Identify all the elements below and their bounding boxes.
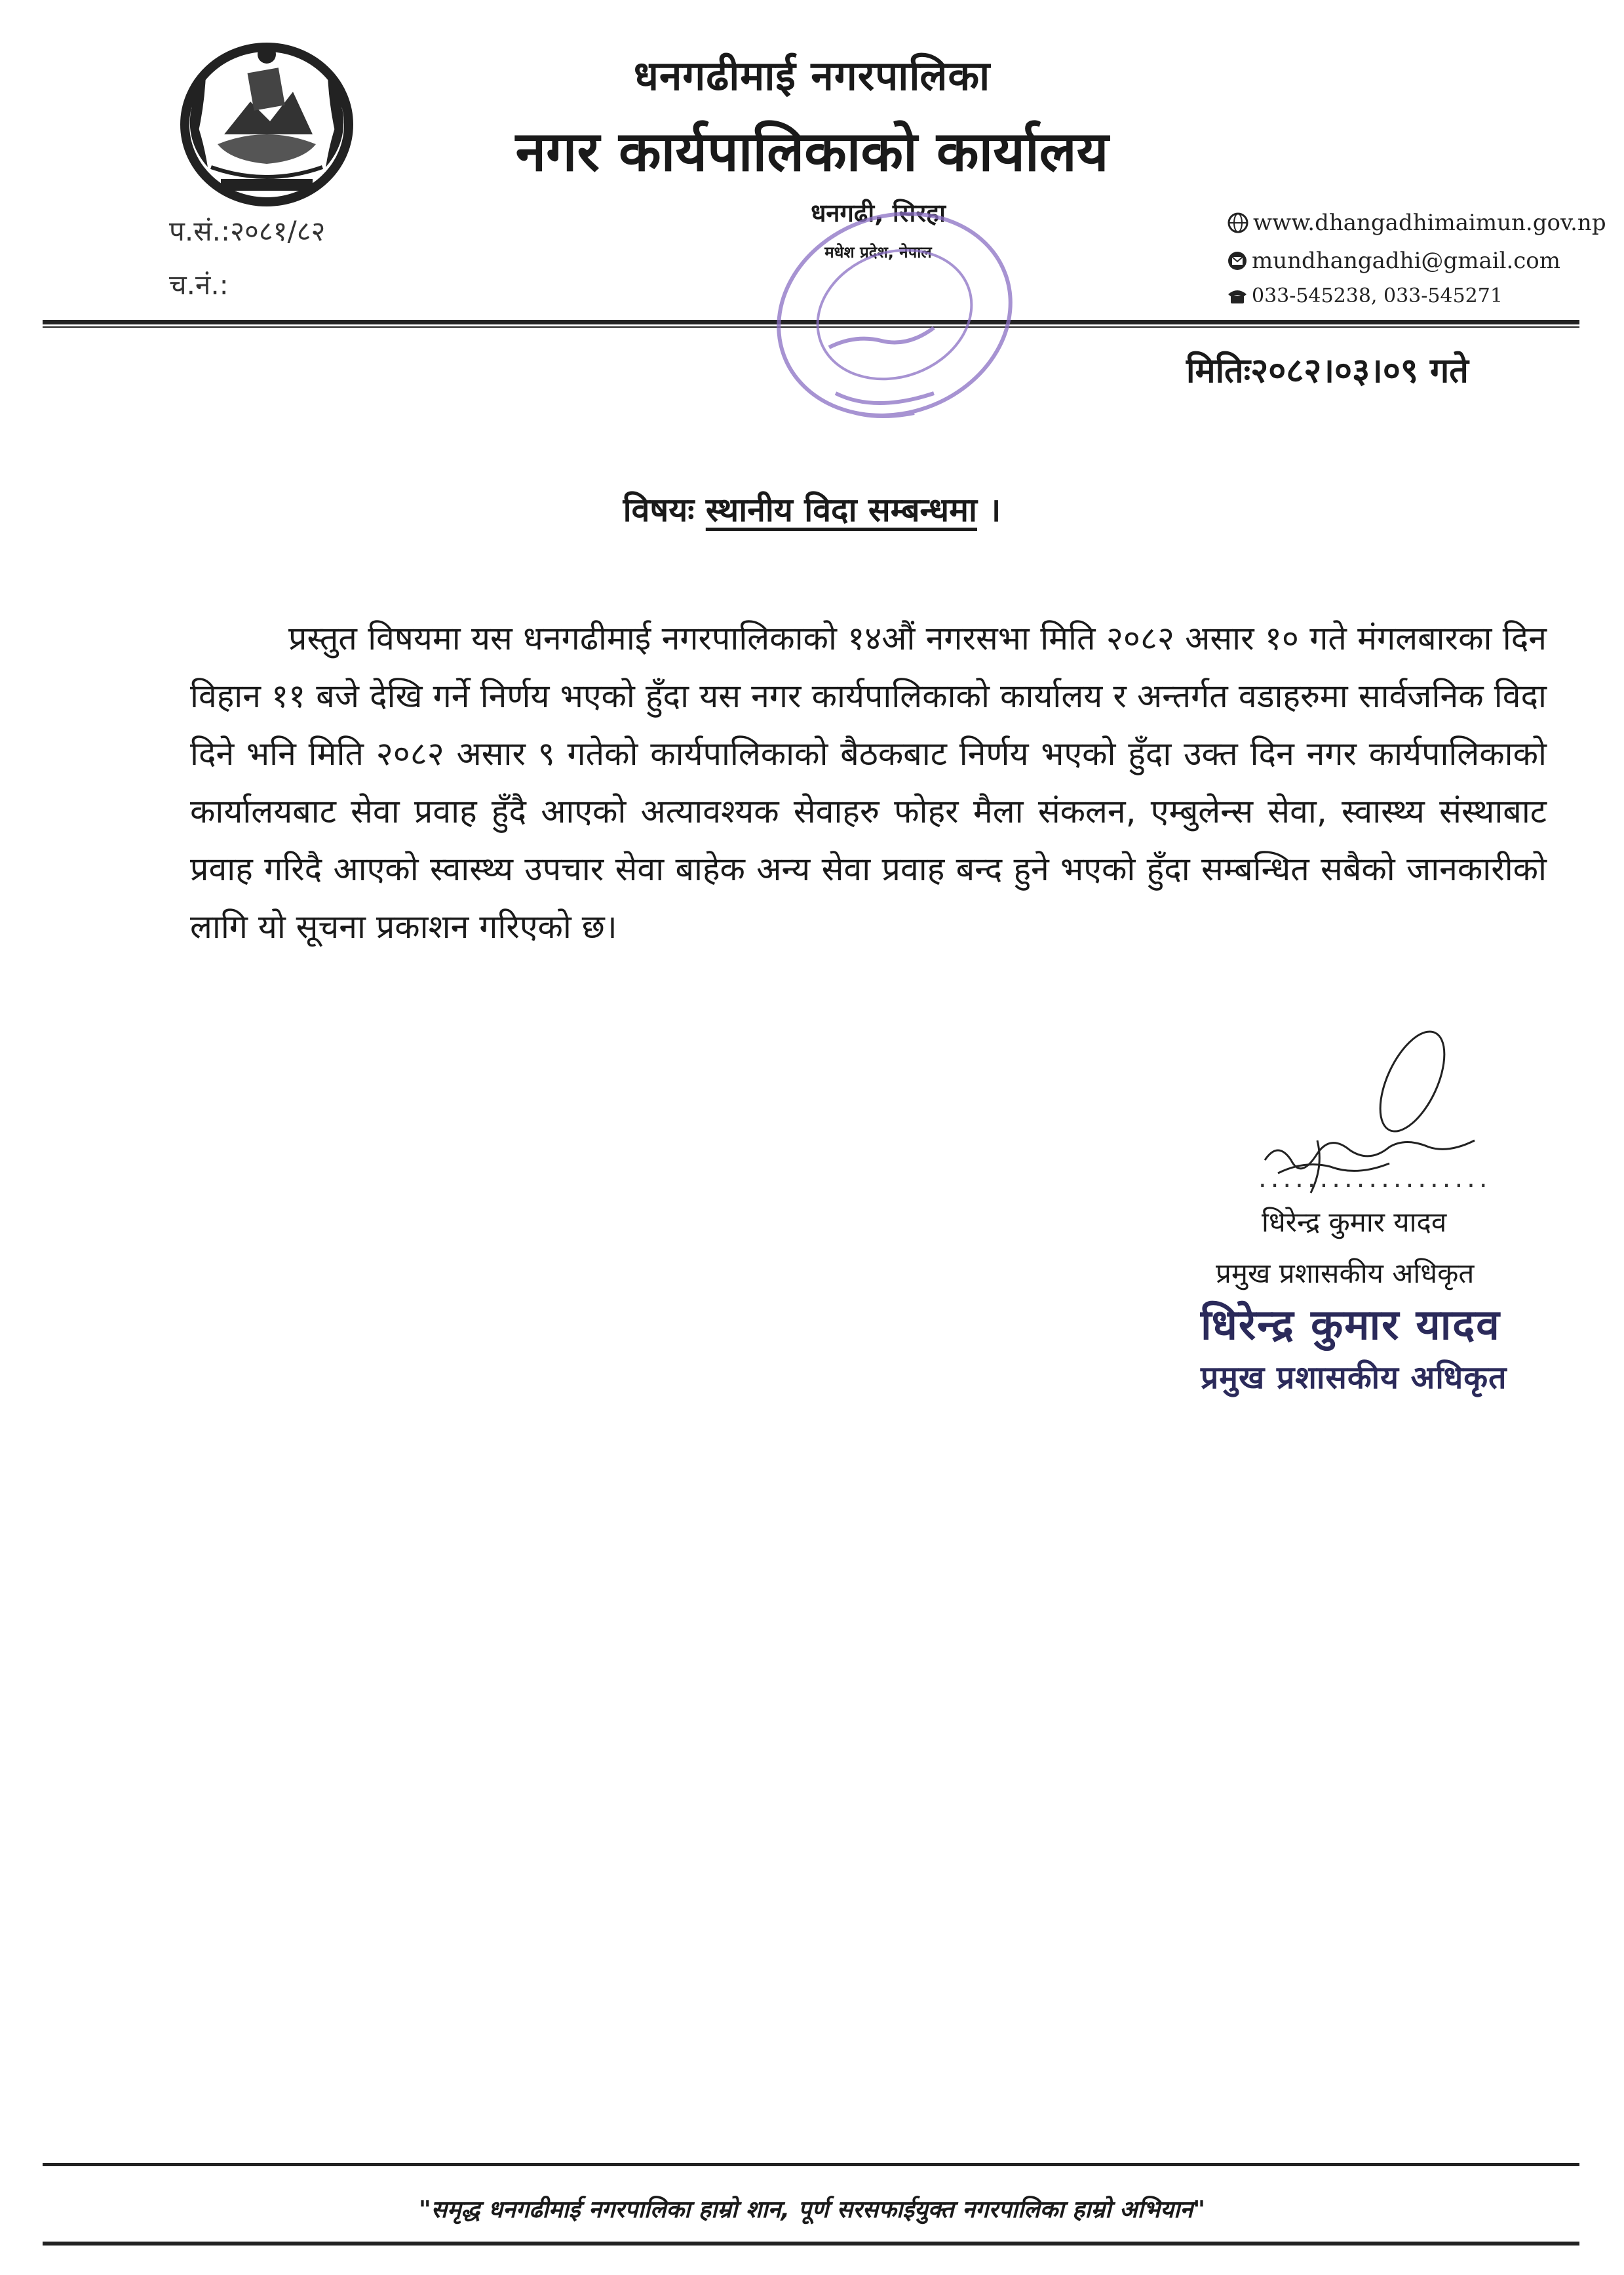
website-text: www.dhangadhimaimun.gov.np: [1253, 210, 1606, 236]
subject-label: विषयः: [623, 491, 695, 529]
email-icon: [1227, 250, 1248, 271]
phone-icon: [1227, 288, 1248, 305]
dispatch-number: च.नं.:: [169, 269, 229, 301]
signer-stamp-title: प्रमुख प्रशासकीय अधिकृत: [1201, 1359, 1507, 1396]
municipality-name: धनगढीमाई नगरपालिका: [633, 52, 991, 100]
subject-end: ।: [988, 491, 1001, 529]
office-address: धनगढी, सिरहा: [811, 199, 946, 227]
reference-number: प.सं.:२०८१/८२: [169, 215, 326, 247]
contact-website: [1227, 210, 1606, 236]
notice-body: प्रस्तुत विषयमा यस धनगढीमाई नगरपालिकाको १४औं नगरसभा मिति २०८२ असार १० गते मंगलबारका दिन विहान ११ बजे देखि गर्ने निर्णय भएको हुँदा यस नगर कार्यपालिकाको कार्यालय र अन्तर्गत वडाहरुमा सार्वजनिक विदा दिने भनि मिति २०८२ असार ९ गतेको कार्यपालिकाको बैठकबाट निर्णय भएको हुँदा उक्त दिन नगर कार्यपालिकाको कार्यालयबाट सेवा प्रवाह हुँदै आएको अत्यावश्यक सेवाहरु फोहर मैला संकलन, एम्बुलेन्स सेवा, स्वास्थ्य संस्थाबाट प्रवाह गरिदै आएको स्वास्थ्य उपचार सेवा बाहेक अन्य सेवा प्रवाह बन्द हुने भएको हुँदा सम्बन्धित सबैको जानकारीको लागि यो सूचना प्रकाशन गरिएको छ।: [190, 619, 1547, 946]
office-province: मधेश प्रदेश, नेपाल: [824, 243, 932, 262]
office-stamp-icon: [757, 177, 1032, 452]
contact-phone: [1227, 284, 1503, 307]
office-name: नगर कार्यपालिकाको कार्यालय: [515, 119, 1109, 184]
subject-text: स्थानीय विदा सम्बन्धमा: [705, 491, 977, 529]
email-text: mundhangadhi@gmail.com: [1252, 248, 1561, 274]
footer-slogan: "समृद्ध धनगढीमाई नगरपालिका हाम्रो शान, पूर्ण सरसफाईयुक्त नगरपालिका हाम्रो अभियान": [418, 2196, 1206, 2223]
date: मितिः२०८२।०३।०९ गते: [1186, 351, 1469, 391]
signer-name: धिरेन्द्र कुमार यादव: [1262, 1206, 1447, 1238]
signer-stamp-name: धिरेन्द्र कुमार यादव: [1201, 1301, 1501, 1350]
subject-line: [0, 486, 1624, 531]
phone-text: 033-545238, 033-545271: [1252, 284, 1503, 307]
footer-rule-top: [43, 2163, 1579, 2166]
signature-dotted-line: ...................: [1258, 1163, 1492, 1194]
footer-rule-bottom: [43, 2242, 1579, 2246]
contact-email: [1227, 248, 1560, 274]
globe-icon: [1227, 212, 1249, 234]
signer-title: प्रमुख प्रशासकीय अधिकृत: [1216, 1257, 1475, 1289]
